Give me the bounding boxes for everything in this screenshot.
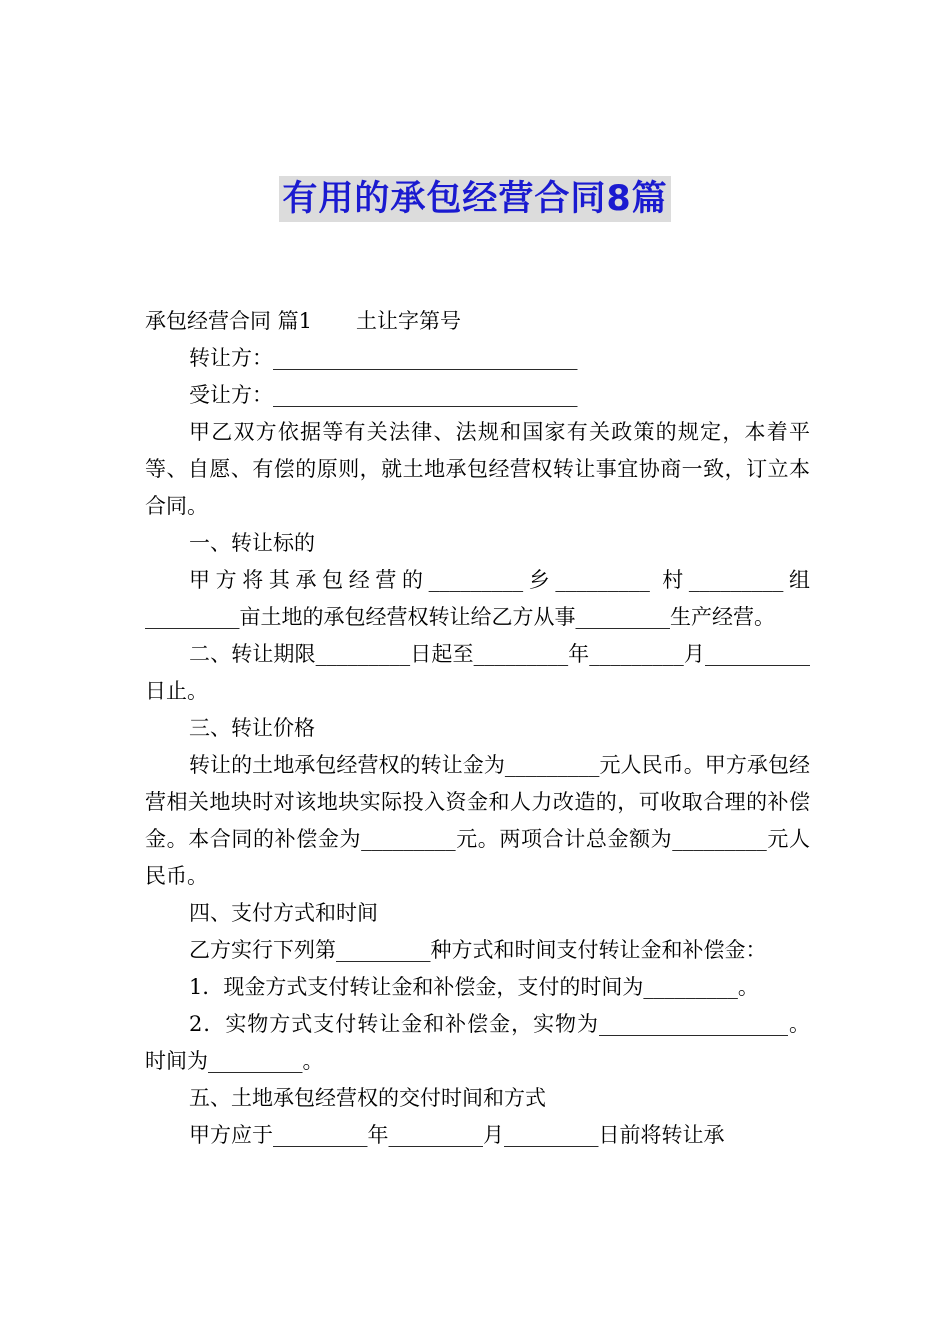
section-4-item-2: 2．实物方式支付转让金和补偿金，实物为__________________。时间为_________。	[145, 1012, 810, 1073]
document-title: 有用的承包经营合同8篇	[279, 176, 670, 222]
section-heading-1: 一、转让标的	[189, 531, 315, 555]
preamble-paragraph: 甲乙双方依据等有关法律、法规和国家有关政策的规定，本着平等、自愿、有偿的原则，就土地承包经营权转让事宜协商一致，订立本合同。	[145, 420, 810, 518]
contract-heading: 承包经营合同 篇1	[145, 309, 313, 333]
section-heading-4: 四、支付方式和时间	[189, 901, 378, 925]
section-5-body: 甲方应于_________年_________月_________日前将转让承	[189, 1123, 725, 1147]
section-heading-5: 五、土地承包经营权的交付时间和方式	[189, 1086, 546, 1110]
section-4-item-1: 1．现金方式支付转让金和补偿金，支付的时间为_________。	[189, 975, 759, 999]
transferor-line: 转让方：_____________________________	[189, 346, 578, 370]
document-body	[145, 303, 810, 1154]
section-3-body: 转让的土地承包经营权的转让金为_________元人民币。甲方承包经营相关地块时对该地块实际投入资金和人力改造的，可收取合理的补偿金。本合同的补偿金为_________元。两项合计总金额为_________元人民币。	[145, 753, 810, 888]
title-container	[0, 176, 950, 222]
section-heading-2: 二、转让期限_________日起至_________年_________月__________日止。	[145, 642, 810, 703]
contract-number: 土让字第号	[356, 309, 462, 333]
section-heading-3: 三、转让价格	[189, 716, 315, 740]
contract-heading-line	[145, 303, 810, 340]
section-1-body: 甲方将其承包经营的_________乡_________ 村_________组_________亩土地的承包经营权转让给乙方从事_________生产经营。	[145, 568, 810, 629]
section-4-body: 乙方实行下列第_________种方式和时间支付转让金和补偿金：	[189, 938, 767, 962]
transferee-line: 受让方：_____________________________	[189, 383, 578, 407]
